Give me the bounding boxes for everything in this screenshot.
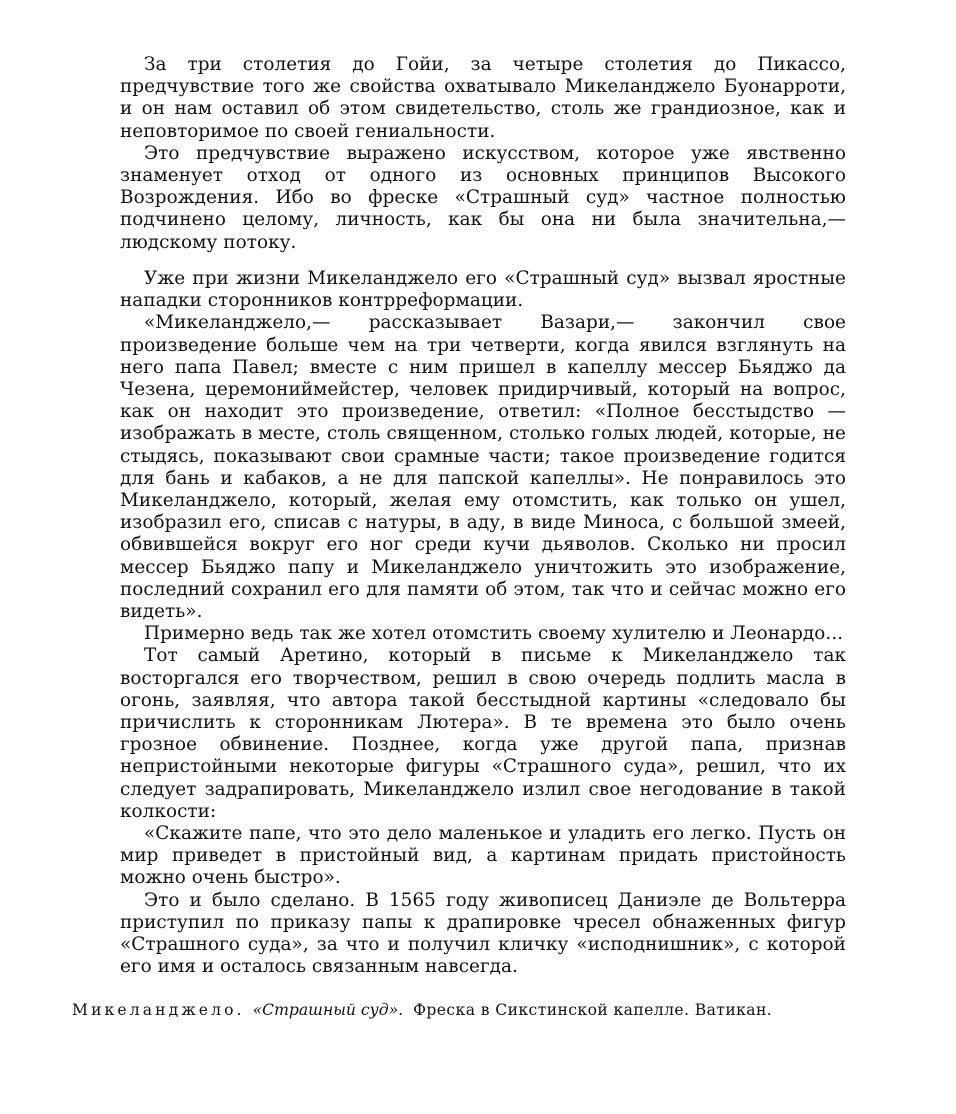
caption-author: Микеланджело. xyxy=(72,1001,245,1019)
paragraph: Примерно ведь так же хотел отомстить своему хулителю и Леонардо... xyxy=(144,623,844,645)
caption-artwork-title: «Страшный суд». xyxy=(252,1001,404,1019)
paragraph: Уже при жизни Микеланджело его «Страшный суд» вызвал яростные нападки сторонников контрреформации. xyxy=(120,268,846,312)
paragraph: Это предчувствие выражено искусством, которое уже явственно знаменует отход от одного из основных принципов Высокого Возрождения. Ибо во фреске «Страшный суд» частное полностью подчинено целому, личность, как бы она ни была значительна,— людскому потоку. xyxy=(120,142,846,253)
text-block-main xyxy=(120,268,846,979)
paragraph: Это и было сделано. В 1565 году живописец Даниэле де Вольтерра приступил по приказу папы к драпировке чресел обнаженных фигур «Страшного суда», за что и получил кличку «исподнишник», с которой его имя и осталось связанным навсегда. xyxy=(120,889,846,978)
figure-caption xyxy=(72,1000,892,1020)
paragraph: Тот самый Аретино, который в письме к Микеланджело так восторгался его творчеством, решил в свою очередь подлить масла в огонь, заявляя, что автора такой бесстыдной картины «следовало бы причислить к сторонникам Лютера». В те времена это было очень грозное обвинение. Позднее, когда уже другой папа, признав непристойными некоторые фигуры «Страшного суда», решил, что их следует задрапировать, Микеланджело излил свое негодование в такой колкости: xyxy=(120,645,846,822)
text-block-intro xyxy=(120,54,846,254)
paragraph: За три столетия до Гойи, за четыре столетия до Пикассо, предчувствие того же свойства охватывало Микеланджело Буонарроти, и он нам оставил об этом свидетельство, столь же грандиозное, как и неповторимое по своей гениальности. xyxy=(120,54,846,142)
paragraph-vasari-quote: «Микеланджело,— рассказывает Вазари,— закончил свое произведение больше чем на три четверти, когда явился взглянуть на него папа Павел; вместе с ним пришел в капеллу мессер Бьяджо да Чезена, церемониймейстер, человек придирчивый, который на вопрос, как он находит это произведение, ответил: «Полное бесстыдство — изображать в месте, столь священном, столько голых людей, которые, не стыдясь, показывают свои срамные части; такое произведение годится для бань и кабаков, а не для папской капеллы». Не понравилось это Микеланджело, который, желая ему отомстить, как только он ушел, изобразил его, списав с натуры, в аду, в виде Миноса, с большой змеей, обвившейся вокруг его ног среди кучи дьяволов. Сколько ни просил мессер Бьяджо папу и Микеланджело уничтожить это изображение, последний сохранил его для памяти об этом, так что и сейчас можно его видеть». xyxy=(120,312,846,623)
caption-description: Фреска в Сикстинской капелле. Ватикан. xyxy=(413,1001,773,1019)
paragraph-michelangelo-quote: «Скажите папе, что это дело маленькое и уладить его легко. Пусть он мир приведет в пристойный вид, а картинам придать пристойность можно очень быстро». xyxy=(120,823,846,889)
